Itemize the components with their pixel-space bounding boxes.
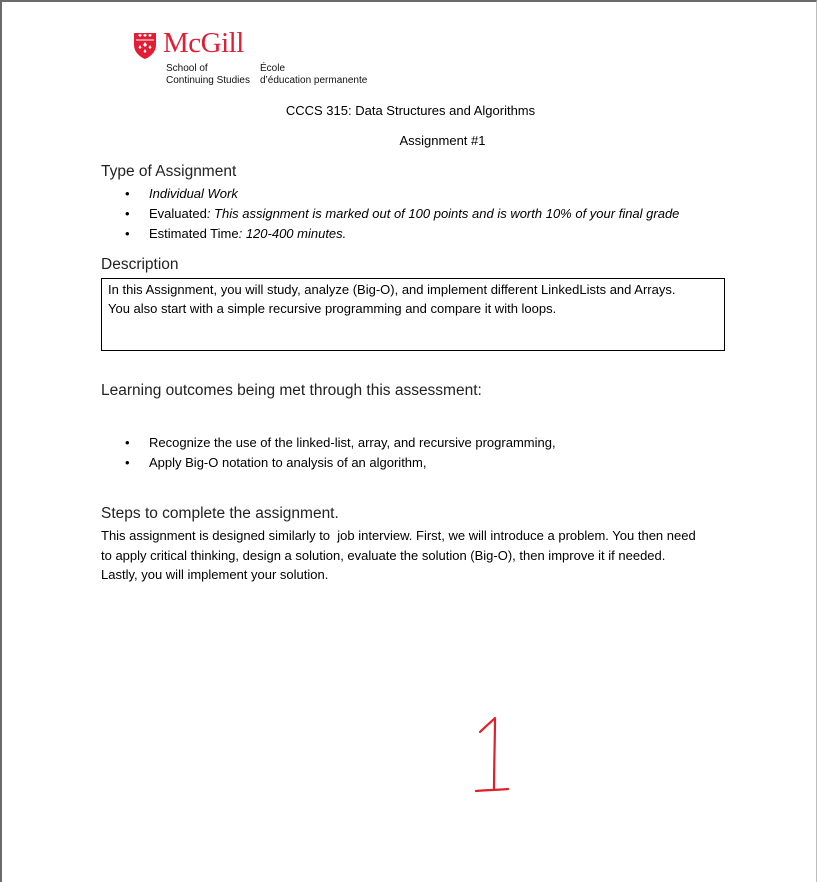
list-item: • Individual Work [101,184,679,204]
bullet-icon: • [125,455,130,470]
logo-wordmark: McGill [163,27,244,59]
description-box: In this Assignment, you will study, analyze (Big-O), and implement different LinkedLists and Arrays. You also start with a simple recursive programming and compare it with loops. [101,278,725,351]
type-of-assignment-list [101,184,679,244]
description-heading: Description [101,256,179,273]
list-item: • Evaluated: This assignment is marked out of 100 points and is worth 10% of your final grade [101,204,679,224]
learning-outcomes-list [101,433,556,473]
course-title: CCCS 315: Data Structures and Algorithms [285,103,536,118]
bullet-icon: • [125,186,130,201]
bullet-icon: • [125,226,130,241]
assignment-title: Assignment #1 [399,133,486,148]
bullet-icon: • [125,206,130,221]
learning-outcomes-heading: Learning outcomes being met through this assessment: [101,382,482,399]
school-name-french: École d’éducation permanente [260,63,368,86]
list-item: • Recognize the use of the linked-list, array, and recursive programming, [101,433,556,453]
list-item: • Apply Big-O notation to analysis of an algorithm, [101,453,556,473]
handwritten-number-one [470,714,514,798]
steps-heading: Steps to complete the assignment. [101,505,339,522]
list-item: • Estimated Time: 120-400 minutes. [101,224,679,244]
bullet-icon: • [125,435,130,450]
steps-paragraph: This assignment is designed similarly to job interview. First, we will introduce a problem. You then need to apply critical thinking, design a solution, evaluate the solution (Big-O), then improve it if needed. Lastly, you will implement your solution. [101,528,696,582]
type-of-assignment-heading: Type of Assignment [101,163,237,180]
school-name-english: School of Continuing Studies [166,63,250,86]
mcgill-shield-icon [133,32,157,60]
